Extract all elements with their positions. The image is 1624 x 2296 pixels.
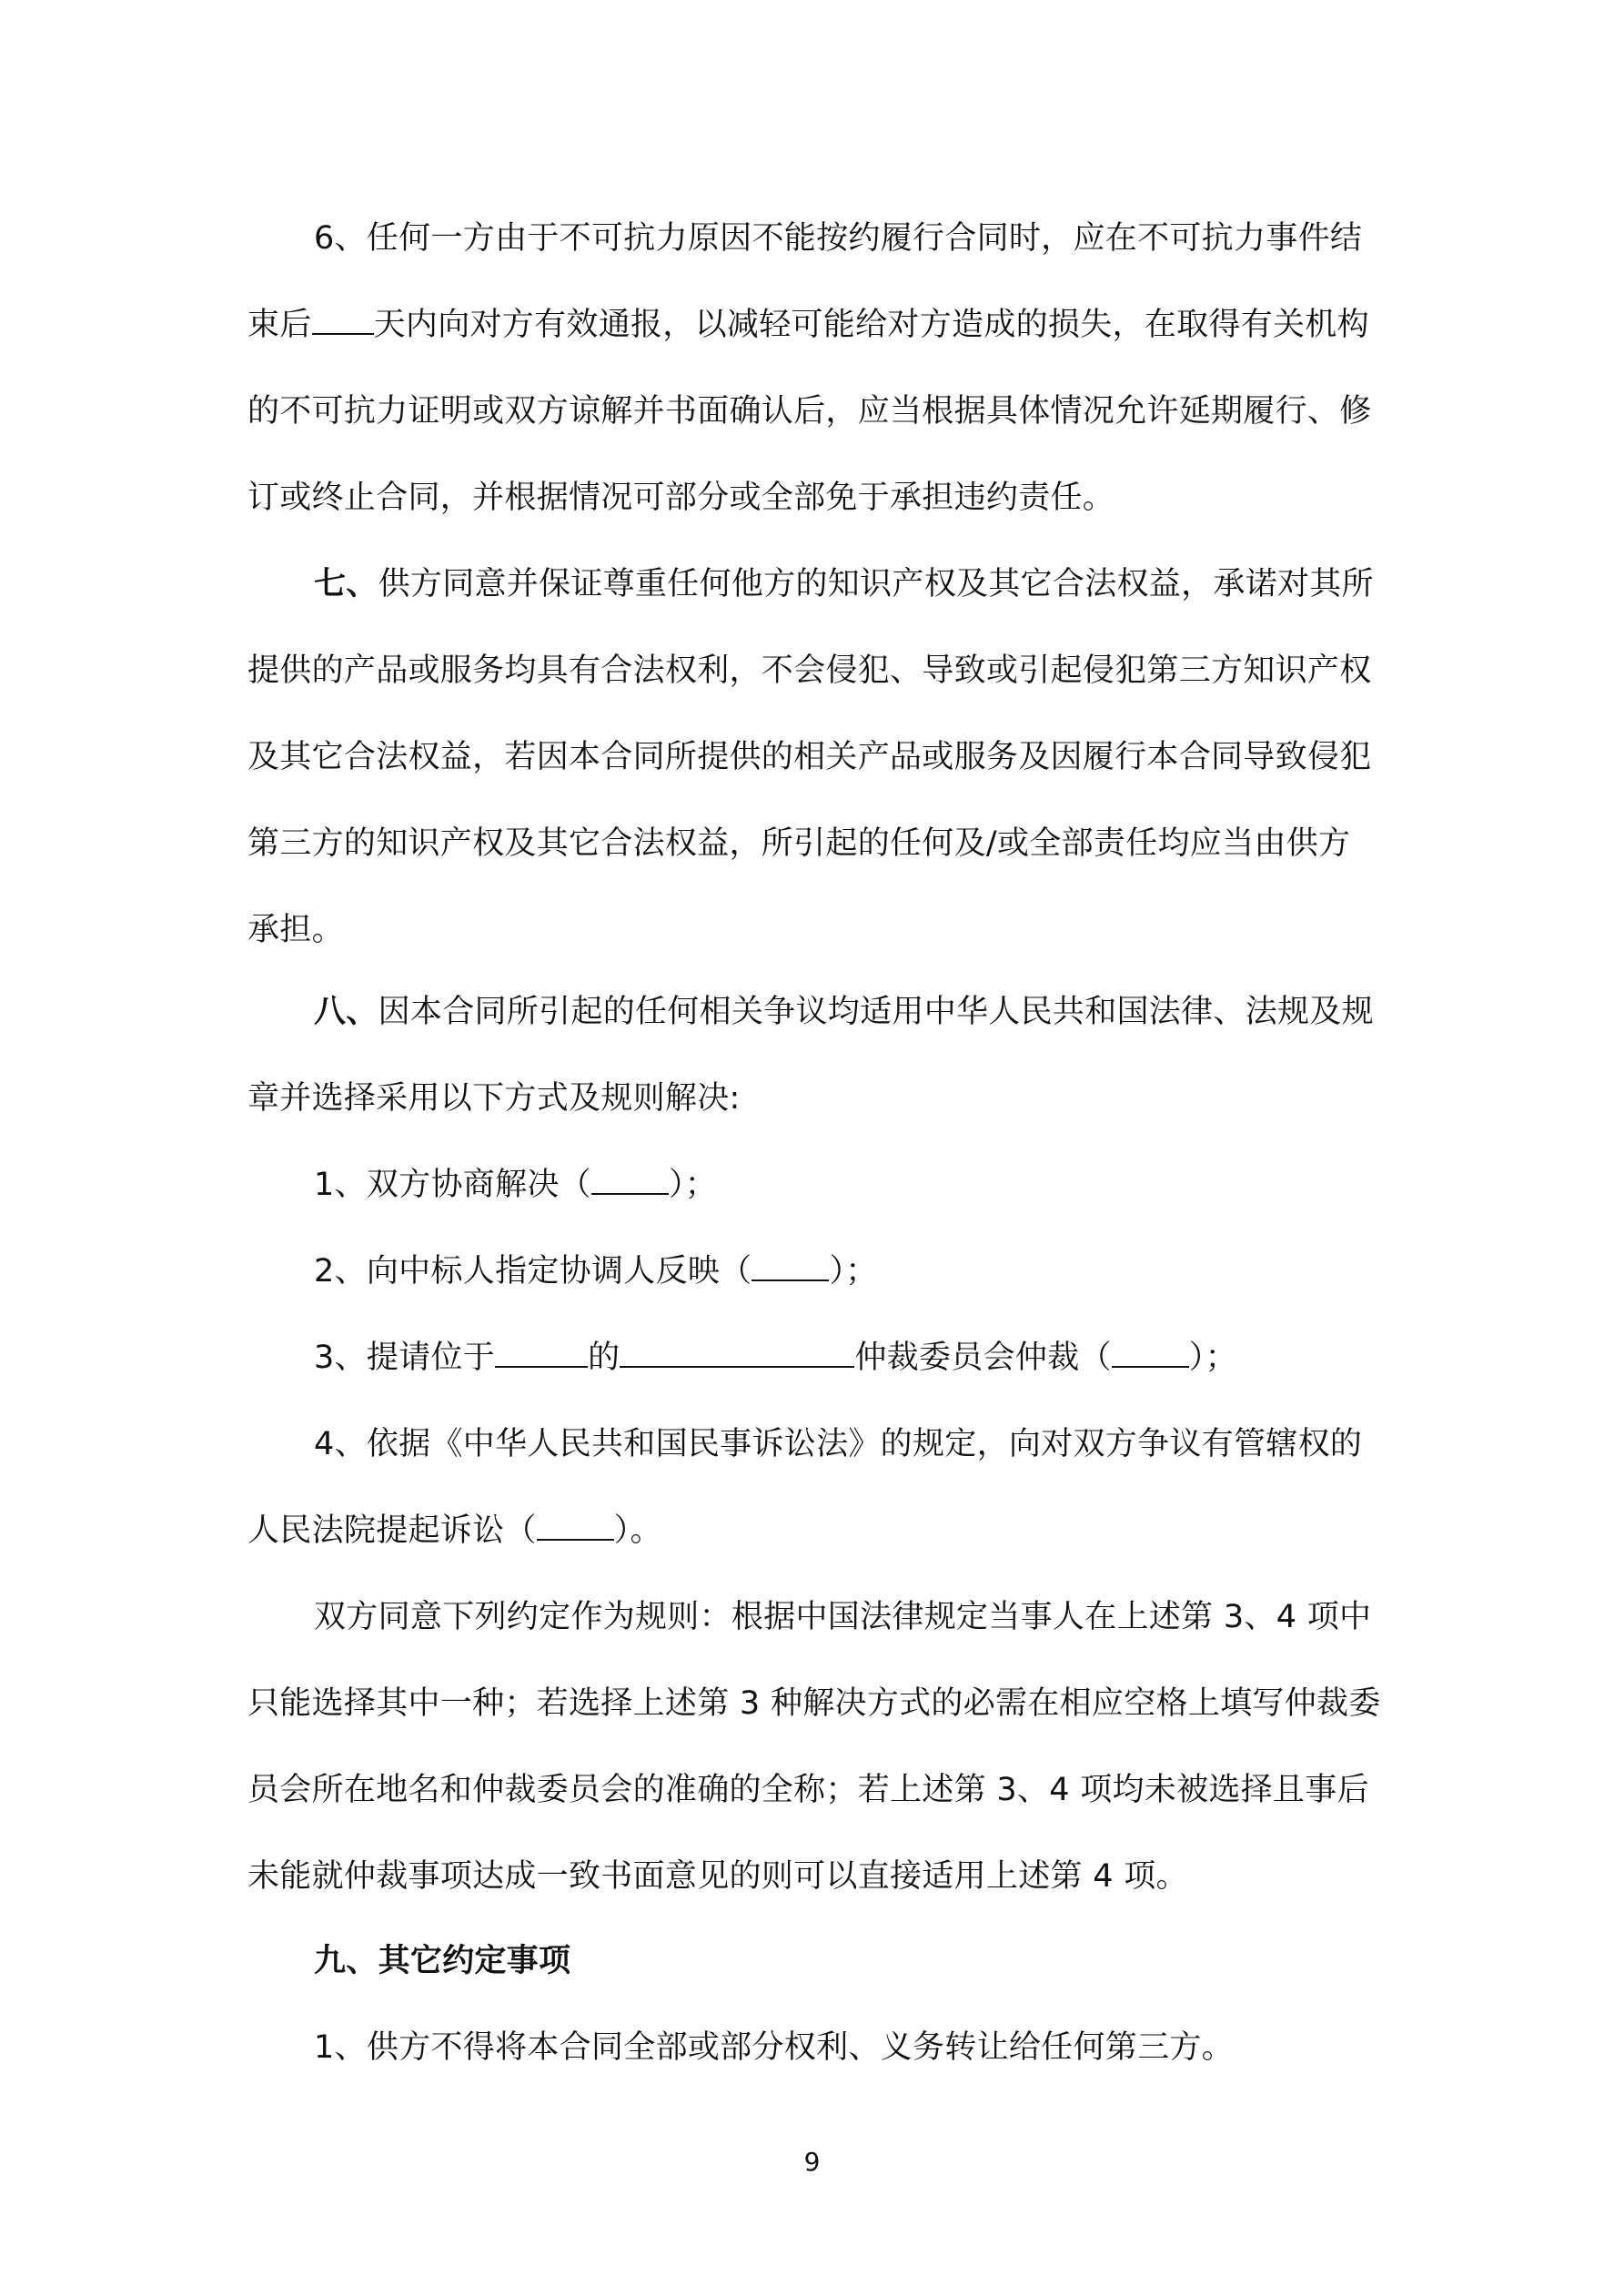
p8-item-3-location-blank	[495, 1339, 588, 1368]
p8-item-1-pre: 1、双方协商解决（	[314, 1167, 591, 1203]
p6-days-blank	[312, 306, 374, 335]
p8-rule-line-1: 双方同意下列约定作为规则：根据中国法律规定当事人在上述第 3、4 项中	[314, 1599, 1372, 1635]
p8-line-1	[314, 992, 1374, 1032]
p8-rule-line-2: 只能选择其中一种；若选择上述第 3 种解决方式的必需在相应空格上填写仲裁委	[247, 1685, 1381, 1722]
p8-item-4-line-1: 4、依据《中华人民共和国民事诉讼法》的规定，向对双方争议有管辖权的	[314, 1426, 1363, 1462]
p8-item-4-pre: 人民法院提起诉讼（	[247, 1512, 537, 1549]
p7-line-2: 提供的产品或服务均具有合法权利，不会侵犯、导致或引起侵犯第三方知识产权	[247, 652, 1372, 689]
p8-item-3-c: 仲裁委员会仲裁（	[854, 1340, 1112, 1376]
p8-rule-line-3: 员会所在地名和仲裁委员会的准确的全称；若上述第 3、4 项均未被选择且事后	[247, 1772, 1369, 1808]
p6-line-2-pre: 束后	[247, 307, 312, 343]
p6-line-1: 6、任何一方由于不可抗力原因不能按约履行合同时，应在不可抗力事件结	[314, 220, 1363, 257]
p6-line-2-post: 天内向对方有效通报，以减轻可能给对方造成的损失，在取得有关机构	[373, 307, 1369, 343]
p8-rule-line-4: 未能就仲裁事项达成一致书面意见的则可以直接适用上述第 4 项。	[247, 1858, 1188, 1895]
page-number: 9	[803, 2147, 821, 2177]
p8-item-4-post: ）。	[613, 1512, 662, 1549]
p7-line-4: 第三方的知识产权及其它合法权益，所引起的任何及/或全部责任均应当由供方	[247, 825, 1351, 862]
p6-line-2	[247, 305, 1369, 345]
p6-line-4: 订或终止合同，并根据情况可部分或全部免于承担违约责任。	[247, 480, 1115, 516]
p8-item-1-blank	[591, 1166, 669, 1195]
p8-item-4-blank	[537, 1512, 614, 1541]
p8-item-3-b: 的	[588, 1340, 620, 1376]
p6-line-3: 的不可抗力证明或双方谅解并书面确认后，应当根据具体情况允许延期履行、修	[247, 393, 1372, 430]
p9-item-1: 1、供方不得将本合同全部或部分权利、义务转让给任何第三方。	[314, 2029, 1234, 2066]
p7-line-1	[314, 564, 1374, 604]
p8-line-2: 章并选择采用以下方式及规则解决:	[247, 1080, 741, 1117]
p7-line-3: 及其它合法权益，若因本合同所提供的相关产品或服务及因履行本合同导致侵犯	[247, 739, 1372, 775]
p8-heading: 八、	[314, 994, 378, 1030]
p8-item-3-d: ）；	[1188, 1340, 1237, 1376]
p8-item-1	[314, 1165, 717, 1205]
p8-item-2-post: ）；	[829, 1253, 878, 1290]
p8-item-3-choice-blank	[1112, 1339, 1189, 1368]
p8-item-2-blank	[751, 1252, 829, 1281]
p8-item-1-post: ）；	[668, 1167, 718, 1203]
p8-item-4-line-2	[247, 1511, 662, 1551]
p7-line-5: 承担。	[247, 912, 344, 948]
p8-line-1-text: 因本合同所引起的任何相关争议均适用中华人民共和国法律、法规及规	[378, 994, 1374, 1030]
p7-heading: 七、	[314, 566, 378, 602]
p8-item-2	[314, 1251, 878, 1291]
p7-line-1-text: 供方同意并保证尊重任何他方的知识产权及其它合法权益，承诺对其所	[378, 566, 1374, 602]
p8-item-2-pre: 2、向中标人指定协调人反映（	[314, 1253, 752, 1290]
p8-item-3	[314, 1338, 1237, 1378]
p8-item-3-name-blank	[620, 1339, 854, 1368]
p9-heading: 九、其它约定事项	[314, 1943, 571, 1979]
p8-item-3-a: 3、提请位于	[314, 1340, 496, 1376]
